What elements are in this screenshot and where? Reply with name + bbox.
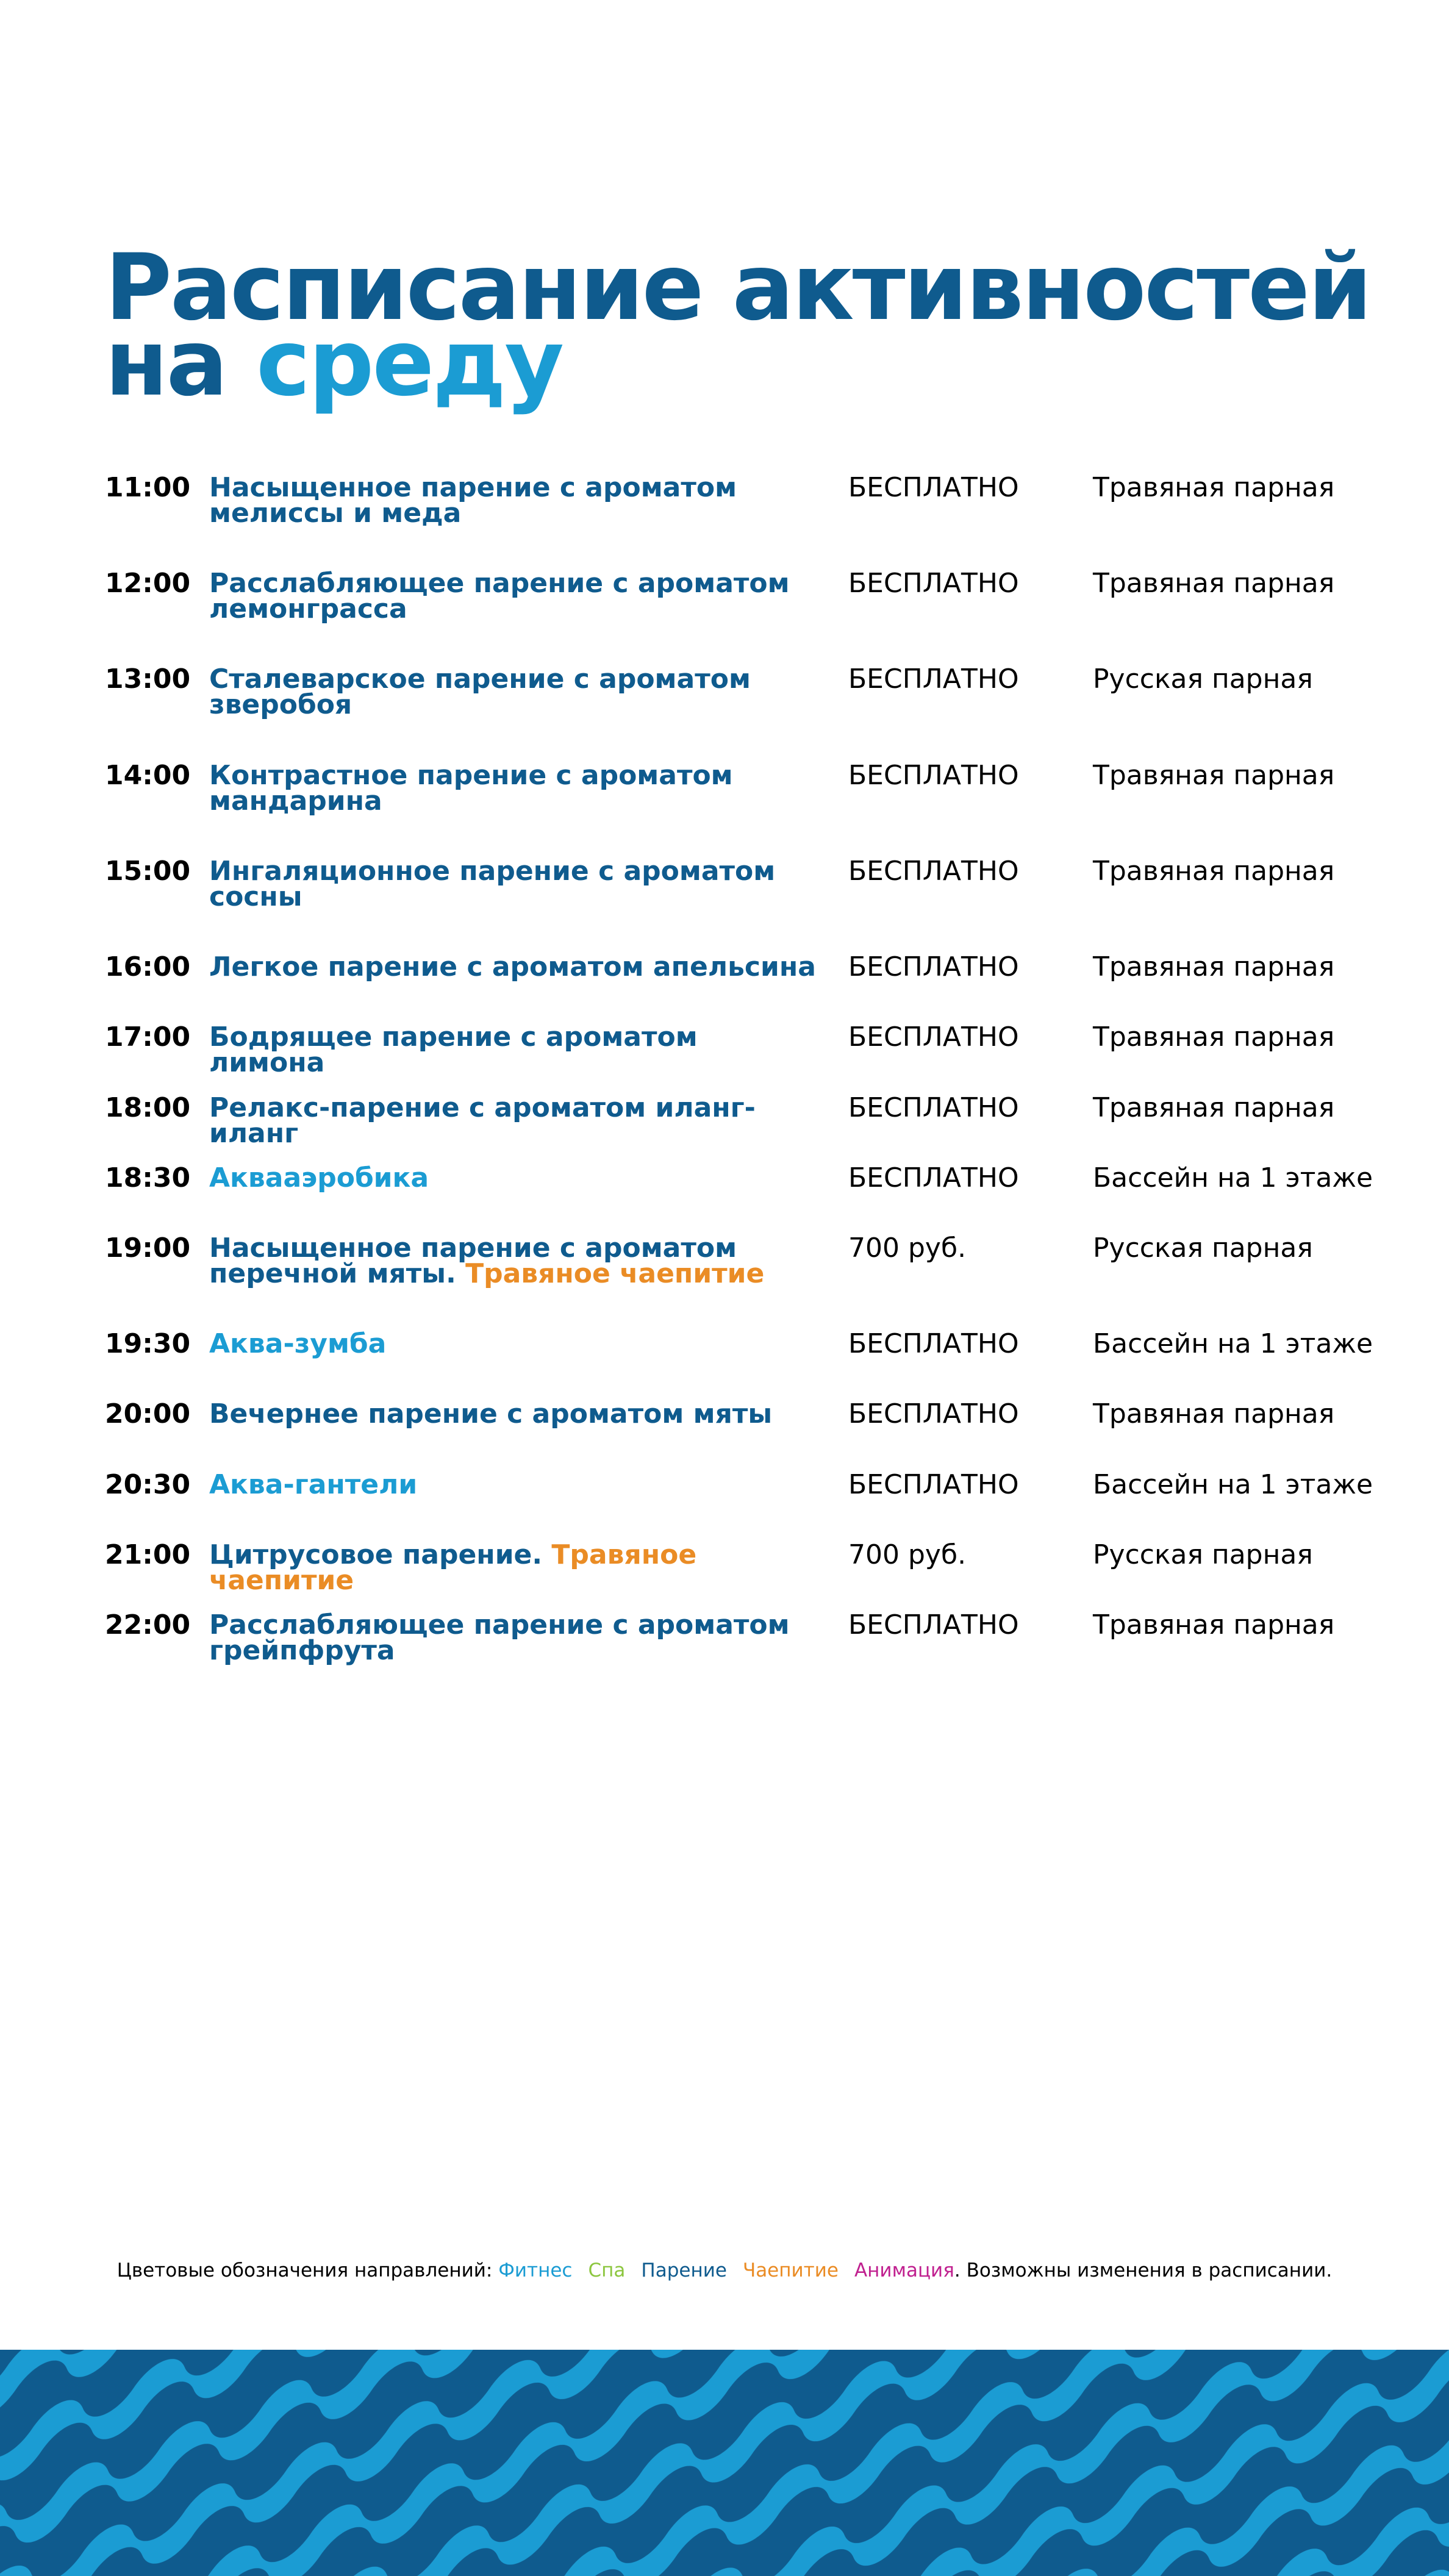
- time: 12:00: [105, 568, 191, 599]
- activity-name: Цитрусовое парение.: [209, 1539, 552, 1570]
- time: 11:00: [105, 472, 191, 503]
- activity-name: Легкое парение с ароматом апельсина: [209, 951, 816, 982]
- location: Русская парная: [1093, 1233, 1313, 1264]
- activity: [209, 1539, 819, 1596]
- title-line2-prefix: на: [105, 310, 257, 417]
- location: Травяная парная: [1093, 1609, 1335, 1640]
- time: 18:00: [105, 1092, 191, 1123]
- price: БЕСПЛАТНО: [848, 472, 1019, 503]
- activity-name: Аквааэробика: [209, 1162, 429, 1193]
- activity-name: Сталеварское парение с ароматом зверобоя: [209, 664, 751, 720]
- time: 15:00: [105, 856, 191, 887]
- activity-name: Релакс-парение с ароматом иланг-иланг: [209, 1092, 756, 1149]
- activity-name: Ингаляционное парение с ароматом сосны: [209, 856, 776, 912]
- legend-prefix: Цветовые обозначения направлений:: [116, 2259, 499, 2281]
- activity-name: Расслабляющее парение с ароматом лемонграсса: [209, 568, 790, 624]
- activity-name: Расслабляющее парение с ароматом грейпфрута: [209, 1609, 790, 1666]
- location: Бассейн на 1 этаже: [1093, 1162, 1373, 1193]
- price: 700 руб.: [848, 1539, 967, 1570]
- time: 13:00: [105, 664, 191, 695]
- price: БЕСПЛАТНО: [848, 568, 1019, 599]
- time: 18:30: [105, 1162, 191, 1193]
- title-line2-accent: среду: [256, 310, 563, 417]
- time: 20:30: [105, 1469, 191, 1500]
- activity: [209, 664, 819, 720]
- activity-name: Аква-зумба: [209, 1328, 387, 1359]
- location: Травяная парная: [1093, 760, 1335, 791]
- location: Травяная парная: [1093, 1092, 1335, 1123]
- price: БЕСПЛАТНО: [848, 951, 1019, 982]
- time: 20:00: [105, 1398, 191, 1429]
- color-legend: [0, 2259, 1449, 2281]
- activity-name: Контрастное парение с ароматом мандарина: [209, 760, 733, 817]
- wave-pattern: [0, 2350, 1449, 2576]
- price: БЕСПЛАТНО: [848, 856, 1019, 887]
- legend-item-fitness: Фитнес: [498, 2259, 573, 2281]
- price: БЕСПЛАТНО: [848, 1609, 1019, 1640]
- activity: [209, 951, 819, 982]
- activity: [209, 1609, 819, 1666]
- time: 14:00: [105, 760, 191, 791]
- title-line1: Расписание активностей: [105, 235, 1371, 341]
- activity-name: Бодрящее парение с ароматом лимона: [209, 1021, 698, 1078]
- location: Бассейн на 1 этаже: [1093, 1469, 1373, 1500]
- time: 22:00: [105, 1609, 191, 1640]
- legend-item-steam: Парение: [641, 2259, 727, 2281]
- activity: [209, 760, 819, 817]
- location: Травяная парная: [1093, 472, 1335, 503]
- price: 700 руб.: [848, 1233, 967, 1264]
- price: БЕСПЛАТНО: [848, 1469, 1019, 1500]
- activity: [209, 1398, 819, 1429]
- legend-item-animation: Анимация: [854, 2259, 954, 2281]
- location: Травяная парная: [1093, 1398, 1335, 1429]
- tea-label: Травяное чаепитие: [465, 1258, 765, 1289]
- activity: [209, 1162, 819, 1193]
- price: БЕСПЛАТНО: [848, 664, 1019, 695]
- price: БЕСПЛАТНО: [848, 1021, 1019, 1053]
- location: Русская парная: [1093, 1539, 1313, 1570]
- activity: [209, 1328, 819, 1359]
- tea-label: Травяное чаепитие: [209, 1539, 697, 1596]
- activity: [209, 568, 819, 624]
- location: Травяная парная: [1093, 1021, 1335, 1053]
- location: Травяная парная: [1093, 568, 1335, 599]
- page-title: [105, 235, 1371, 417]
- time: 17:00: [105, 1021, 191, 1053]
- activity: [209, 472, 819, 529]
- activity-name: Вечернее парение с ароматом мяты: [209, 1398, 773, 1429]
- price: БЕСПЛАТНО: [848, 760, 1019, 791]
- location: Бассейн на 1 этаже: [1093, 1328, 1373, 1359]
- price: БЕСПЛАТНО: [848, 1328, 1019, 1359]
- price: БЕСПЛАТНО: [848, 1092, 1019, 1123]
- activity-name: Насыщенное парение с ароматом мелиссы и меда: [209, 472, 737, 529]
- activity: [209, 856, 819, 912]
- legend-suffix: . Возможны изменения в расписании.: [954, 2259, 1333, 2281]
- legend-item-spa: Спа: [588, 2259, 626, 2281]
- activity: [209, 1021, 819, 1078]
- activity-name: Аква-гантели: [209, 1469, 418, 1500]
- price: БЕСПЛАТНО: [848, 1398, 1019, 1429]
- location: Травяная парная: [1093, 951, 1335, 982]
- wave-pattern-footer: [0, 2350, 1449, 2576]
- time: 16:00: [105, 951, 191, 982]
- time: 19:30: [105, 1328, 191, 1359]
- location: Травяная парная: [1093, 856, 1335, 887]
- price: БЕСПЛАТНО: [848, 1162, 1019, 1193]
- activity: [209, 1233, 819, 1289]
- time: 21:00: [105, 1539, 191, 1570]
- time: 19:00: [105, 1233, 191, 1264]
- location: Русская парная: [1093, 664, 1313, 695]
- legend-item-tea: Чаепитие: [742, 2259, 839, 2281]
- activity-name: Насыщенное парение с ароматом перечной мяты.: [209, 1233, 737, 1289]
- activity: [209, 1469, 819, 1500]
- activity: [209, 1092, 819, 1149]
